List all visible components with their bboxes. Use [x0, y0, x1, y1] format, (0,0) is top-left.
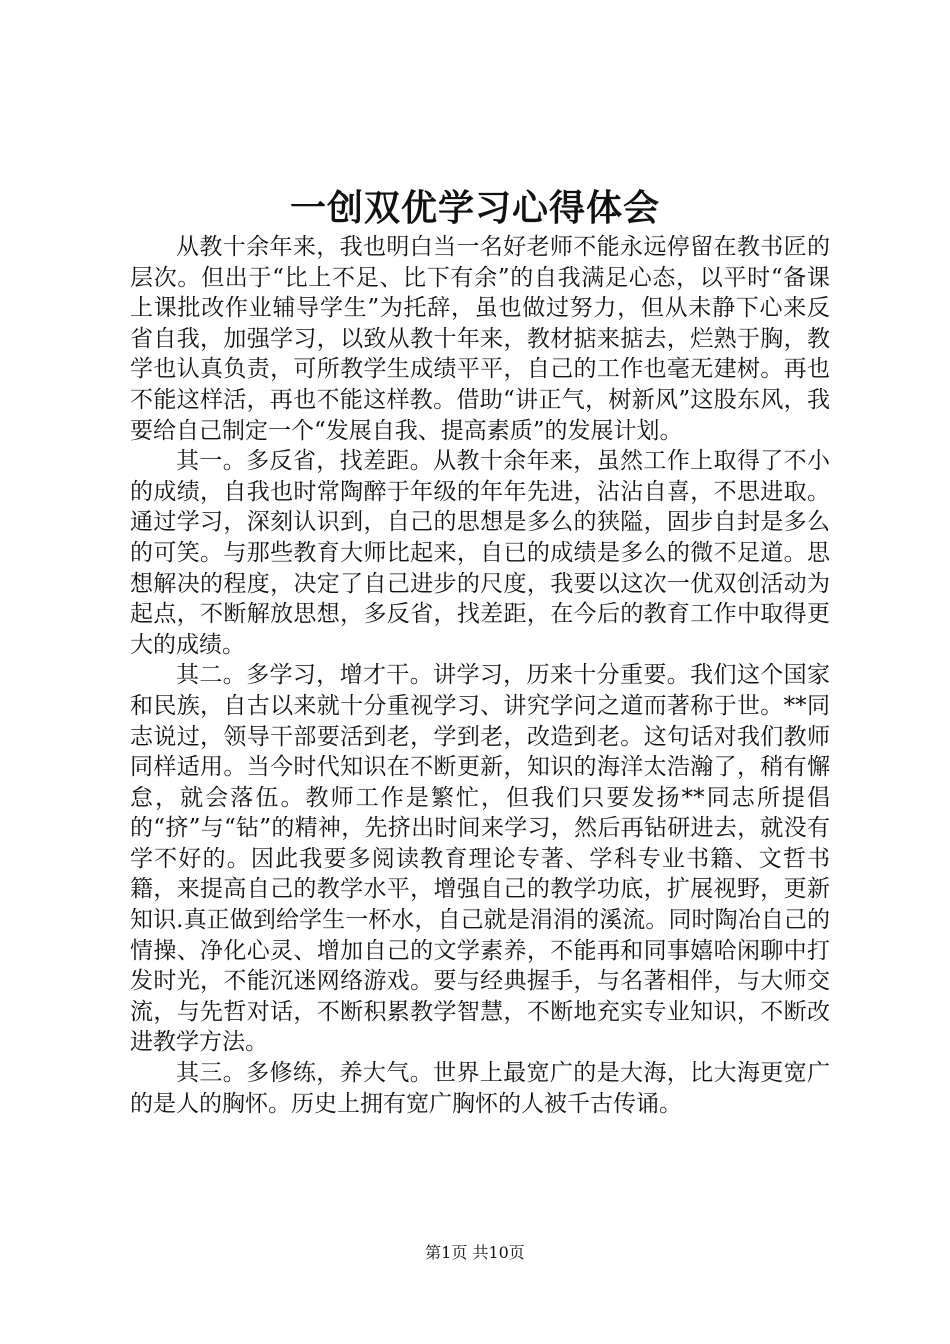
paragraph-point-one: 其一。多反省，找差距。从教十余年来，虽然工作上取得了不小的成绩，自我也时常陶醉于年级的年年先进，沾沾自喜，不思进取。通过学习，深刻认识到，自己的思想是多么的狭隘，固步自封是多么的可笑。与那些教育大师比起来，自已的成绩是多么的微不足道。思想解决的程度，决定了自己进步的尺度，我要以这次一优双创活动为起点，不断解放思想，多反省，找差距，在今后的教育工作中取得更大的成绩。: [130, 448, 830, 658]
document-title: 一创双优学习心得体会: [289, 187, 660, 229]
paragraph-point-three: 其三。多修练，养大气。世界上最宽广的是大海，比大海更宽广的是人的胸怀。历史上拥有宽广胸怀的人被千古传诵。: [130, 1060, 830, 1117]
paragraph-point-two: 其二。多学习，增才干。讲学习，历来十分重要。我们这个国家和民族，自古以来就十分重视学习、讲究学问之道而著称于世。**同志说过，领导干部要活到老，学到老，改造到老。这句话对我们教师同样适用。当今时代知识在不断更新，知识的海洋太浩瀚了，稍有懈怠，就会落伍。教师工作是繁忙，但我们只要发扬**同志所提倡的“挤”与“钻”的精神，先挤出时间来学习，然后再钻研进去，就没有学不好的。因此我要多阅读教育理论专著、学科专业书籍、文哲书籍，来提高自己的教学水平，增强自己的教学功底，扩展视野，更新知识.真正做到给学生一杯水，自己就是涓涓的溪流。同时陶冶自己的情操、净化心灵、增加自己的文学素养，不能再和同事嬉哈闲聊中打发时光，不能沉迷网络游戏。要与经典握手，与名著相伴，与大师交流，与先哲对话，不断积累教学智慧，不断地充实专业知识，不断改进教学方法。: [130, 662, 830, 1056]
document-body: [130, 232, 830, 1119]
paragraph-intro: 从教十余年来，我也明白当一名好老师不能永远停留在教书匠的层次。但出于“比上不足、比下有余”的自我满足心态，以平时“备课上课批改作业辅导学生”为托辞，虽也做过努力，但从未静下心来反省自我，加强学习，以致从教十年来，教材掂来掂去，烂熟于胸，教学也认真负责，可所教学生成绩平平，自己的工作也毫无建树。再也不能这样活，再也不能这样教。借助“讲正气，树新风”这股东风，我要给自己制定一个“发展自我、提高素质”的发展计划。: [130, 234, 830, 444]
page-number-footer: 第1页 共10页: [425, 1243, 525, 1262]
